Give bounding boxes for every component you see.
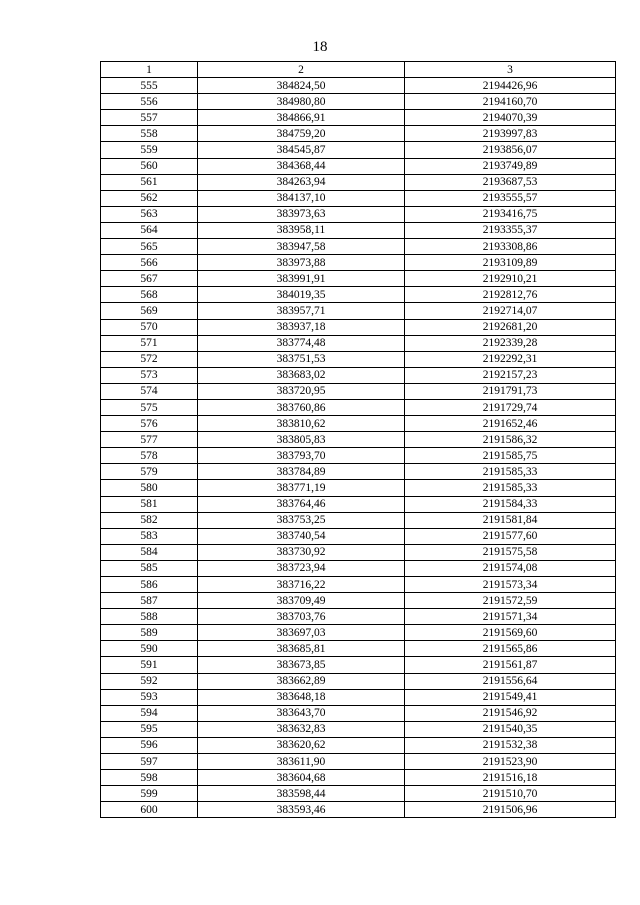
table-row	[101, 303, 616, 319]
x-coordinate-cell: 383764,46	[198, 496, 405, 512]
x-coordinate-cell: 383673,85	[198, 657, 405, 673]
point-number-cell: 582	[101, 512, 198, 528]
x-coordinate-cell: 383793,70	[198, 448, 405, 464]
table-row	[101, 770, 616, 786]
y-coordinate-cell: 2191585,33	[405, 464, 616, 480]
point-number-cell: 557	[101, 110, 198, 126]
y-coordinate-cell: 2194070,39	[405, 110, 616, 126]
point-number-cell: 599	[101, 786, 198, 802]
x-coordinate-cell: 383611,90	[198, 754, 405, 770]
y-coordinate-cell: 2193355,37	[405, 222, 616, 238]
column-header-1: 1	[101, 62, 198, 78]
y-coordinate-cell: 2191565,86	[405, 641, 616, 657]
x-coordinate-cell: 383720,95	[198, 383, 405, 399]
point-number-cell: 569	[101, 303, 198, 319]
x-coordinate-cell: 383723,94	[198, 560, 405, 576]
point-number-cell: 565	[101, 239, 198, 255]
x-coordinate-cell: 383620,62	[198, 737, 405, 753]
x-coordinate-cell: 384019,35	[198, 287, 405, 303]
y-coordinate-cell: 2191586,32	[405, 432, 616, 448]
y-coordinate-cell: 2192339,28	[405, 335, 616, 351]
y-coordinate-cell: 2193109,89	[405, 255, 616, 271]
table-row	[101, 721, 616, 737]
point-number-cell: 595	[101, 721, 198, 737]
y-coordinate-cell: 2191510,70	[405, 786, 616, 802]
x-coordinate-cell: 383753,25	[198, 512, 405, 528]
y-coordinate-cell: 2191506,96	[405, 802, 616, 818]
x-coordinate-cell: 383632,83	[198, 721, 405, 737]
y-coordinate-cell: 2191523,90	[405, 754, 616, 770]
point-number-cell: 555	[101, 78, 198, 94]
y-coordinate-cell: 2191577,60	[405, 528, 616, 544]
table-row	[101, 625, 616, 641]
table-row	[101, 512, 616, 528]
y-coordinate-cell: 2191571,34	[405, 609, 616, 625]
y-coordinate-cell: 2191556,64	[405, 673, 616, 689]
y-coordinate-cell: 2192157,23	[405, 367, 616, 383]
y-coordinate-cell: 2191652,46	[405, 416, 616, 432]
point-number-cell: 597	[101, 754, 198, 770]
x-coordinate-cell: 383740,54	[198, 528, 405, 544]
column-header-3: 3	[405, 62, 616, 78]
y-coordinate-cell: 2191561,87	[405, 657, 616, 673]
x-coordinate-cell: 383958,11	[198, 222, 405, 238]
point-number-cell: 591	[101, 657, 198, 673]
table-row	[101, 239, 616, 255]
table-row	[101, 416, 616, 432]
point-number-cell: 562	[101, 190, 198, 206]
table-row	[101, 593, 616, 609]
table-row	[101, 673, 616, 689]
point-number-cell: 556	[101, 94, 198, 110]
x-coordinate-cell: 383751,53	[198, 351, 405, 367]
point-number-cell: 559	[101, 142, 198, 158]
point-number-cell: 588	[101, 609, 198, 625]
point-number-cell: 576	[101, 416, 198, 432]
point-number-cell: 589	[101, 625, 198, 641]
y-coordinate-cell: 2191532,38	[405, 737, 616, 753]
x-coordinate-cell: 383947,58	[198, 239, 405, 255]
y-coordinate-cell: 2191729,74	[405, 399, 616, 415]
y-coordinate-cell: 2193687,53	[405, 174, 616, 190]
table-row	[101, 705, 616, 721]
y-coordinate-cell: 2191791,73	[405, 383, 616, 399]
y-coordinate-cell: 2191575,58	[405, 544, 616, 560]
point-number-cell: 570	[101, 319, 198, 335]
table-row	[101, 528, 616, 544]
table-row	[101, 174, 616, 190]
y-coordinate-cell: 2192292,31	[405, 351, 616, 367]
x-coordinate-cell: 383771,19	[198, 480, 405, 496]
table-row	[101, 480, 616, 496]
y-coordinate-cell: 2191516,18	[405, 770, 616, 786]
table-row	[101, 126, 616, 142]
table-row	[101, 737, 616, 753]
point-number-cell: 574	[101, 383, 198, 399]
x-coordinate-cell: 383957,71	[198, 303, 405, 319]
table-row	[101, 319, 616, 335]
table-row	[101, 754, 616, 770]
y-coordinate-cell: 2194426,96	[405, 78, 616, 94]
point-number-cell: 583	[101, 528, 198, 544]
point-number-cell: 579	[101, 464, 198, 480]
x-coordinate-cell: 384759,20	[198, 126, 405, 142]
table-row	[101, 158, 616, 174]
table-row	[101, 577, 616, 593]
x-coordinate-cell: 383716,22	[198, 577, 405, 593]
x-coordinate-cell: 383784,89	[198, 464, 405, 480]
table-row	[101, 399, 616, 415]
point-number-cell: 560	[101, 158, 198, 174]
table-row	[101, 560, 616, 576]
x-coordinate-cell: 384263,94	[198, 174, 405, 190]
y-coordinate-cell: 2191584,33	[405, 496, 616, 512]
table-row	[101, 206, 616, 222]
table-row	[101, 287, 616, 303]
point-number-cell: 564	[101, 222, 198, 238]
point-number-cell: 590	[101, 641, 198, 657]
page-number: 18	[312, 39, 328, 55]
x-coordinate-cell: 383703,76	[198, 609, 405, 625]
x-coordinate-cell: 384824,50	[198, 78, 405, 94]
point-number-cell: 566	[101, 255, 198, 271]
y-coordinate-cell: 2193555,57	[405, 190, 616, 206]
y-coordinate-cell: 2192714,07	[405, 303, 616, 319]
x-coordinate-cell: 383593,46	[198, 802, 405, 818]
x-coordinate-cell: 383774,48	[198, 335, 405, 351]
x-coordinate-cell: 383598,44	[198, 786, 405, 802]
x-coordinate-cell: 384137,10	[198, 190, 405, 206]
point-number-cell: 577	[101, 432, 198, 448]
table-row	[101, 464, 616, 480]
table-row	[101, 190, 616, 206]
y-coordinate-cell: 2191573,34	[405, 577, 616, 593]
table-row	[101, 78, 616, 94]
y-coordinate-cell: 2191540,35	[405, 721, 616, 737]
point-number-cell: 573	[101, 367, 198, 383]
y-coordinate-cell: 2191549,41	[405, 689, 616, 705]
y-coordinate-cell: 2192681,20	[405, 319, 616, 335]
x-coordinate-cell: 383810,62	[198, 416, 405, 432]
y-coordinate-cell: 2193856,07	[405, 142, 616, 158]
table-row	[101, 142, 616, 158]
y-coordinate-cell: 2191569,60	[405, 625, 616, 641]
point-number-cell: 598	[101, 770, 198, 786]
point-number-cell: 584	[101, 544, 198, 560]
x-coordinate-cell: 383643,70	[198, 705, 405, 721]
point-number-cell: 594	[101, 705, 198, 721]
x-coordinate-cell: 383760,86	[198, 399, 405, 415]
table-row	[101, 496, 616, 512]
table-row	[101, 657, 616, 673]
table-row	[101, 222, 616, 238]
point-number-cell: 587	[101, 593, 198, 609]
table-row	[101, 802, 616, 818]
y-coordinate-cell: 2193416,75	[405, 206, 616, 222]
y-coordinate-cell: 2191572,59	[405, 593, 616, 609]
point-number-cell: 592	[101, 673, 198, 689]
x-coordinate-cell: 384545,87	[198, 142, 405, 158]
point-number-cell: 567	[101, 271, 198, 287]
table-row	[101, 689, 616, 705]
y-coordinate-cell: 2191581,84	[405, 512, 616, 528]
table-row	[101, 432, 616, 448]
point-number-cell: 596	[101, 737, 198, 753]
x-coordinate-cell: 383709,49	[198, 593, 405, 609]
x-coordinate-cell: 384866,91	[198, 110, 405, 126]
y-coordinate-cell: 2194160,70	[405, 94, 616, 110]
y-coordinate-cell: 2191546,92	[405, 705, 616, 721]
point-number-cell: 561	[101, 174, 198, 190]
y-coordinate-cell: 2192812,76	[405, 287, 616, 303]
point-number-cell: 581	[101, 496, 198, 512]
x-coordinate-cell: 384368,44	[198, 158, 405, 174]
coordinates-table	[100, 61, 616, 818]
table-row	[101, 255, 616, 271]
table-row	[101, 94, 616, 110]
x-coordinate-cell: 383697,03	[198, 625, 405, 641]
point-number-cell: 563	[101, 206, 198, 222]
table-row	[101, 448, 616, 464]
point-number-cell: 593	[101, 689, 198, 705]
table-row	[101, 544, 616, 560]
point-number-cell: 585	[101, 560, 198, 576]
x-coordinate-cell: 383683,02	[198, 367, 405, 383]
x-coordinate-cell: 383730,92	[198, 544, 405, 560]
x-coordinate-cell: 383805,83	[198, 432, 405, 448]
x-coordinate-cell: 384980,80	[198, 94, 405, 110]
x-coordinate-cell: 383937,18	[198, 319, 405, 335]
table-header-row	[101, 62, 616, 78]
x-coordinate-cell: 383973,88	[198, 255, 405, 271]
point-number-cell: 568	[101, 287, 198, 303]
x-coordinate-cell: 383991,91	[198, 271, 405, 287]
point-number-cell: 580	[101, 480, 198, 496]
column-header-2: 2	[198, 62, 405, 78]
table-row	[101, 110, 616, 126]
table-body	[101, 78, 616, 818]
table-row	[101, 786, 616, 802]
point-number-cell: 575	[101, 399, 198, 415]
table-row	[101, 367, 616, 383]
x-coordinate-cell: 383648,18	[198, 689, 405, 705]
point-number-cell: 586	[101, 577, 198, 593]
x-coordinate-cell: 383604,68	[198, 770, 405, 786]
y-coordinate-cell: 2191574,08	[405, 560, 616, 576]
y-coordinate-cell: 2191585,33	[405, 480, 616, 496]
x-coordinate-cell: 383973,63	[198, 206, 405, 222]
table-row	[101, 335, 616, 351]
y-coordinate-cell: 2193997,83	[405, 126, 616, 142]
y-coordinate-cell: 2192910,21	[405, 271, 616, 287]
table-row	[101, 383, 616, 399]
point-number-cell: 572	[101, 351, 198, 367]
point-number-cell: 571	[101, 335, 198, 351]
y-coordinate-cell: 2193308,86	[405, 239, 616, 255]
table-row	[101, 271, 616, 287]
point-number-cell: 600	[101, 802, 198, 818]
table-row	[101, 351, 616, 367]
x-coordinate-cell: 383662,89	[198, 673, 405, 689]
table-row	[101, 641, 616, 657]
y-coordinate-cell: 2193749,89	[405, 158, 616, 174]
table-row	[101, 609, 616, 625]
point-number-cell: 558	[101, 126, 198, 142]
point-number-cell: 578	[101, 448, 198, 464]
x-coordinate-cell: 383685,81	[198, 641, 405, 657]
y-coordinate-cell: 2191585,75	[405, 448, 616, 464]
